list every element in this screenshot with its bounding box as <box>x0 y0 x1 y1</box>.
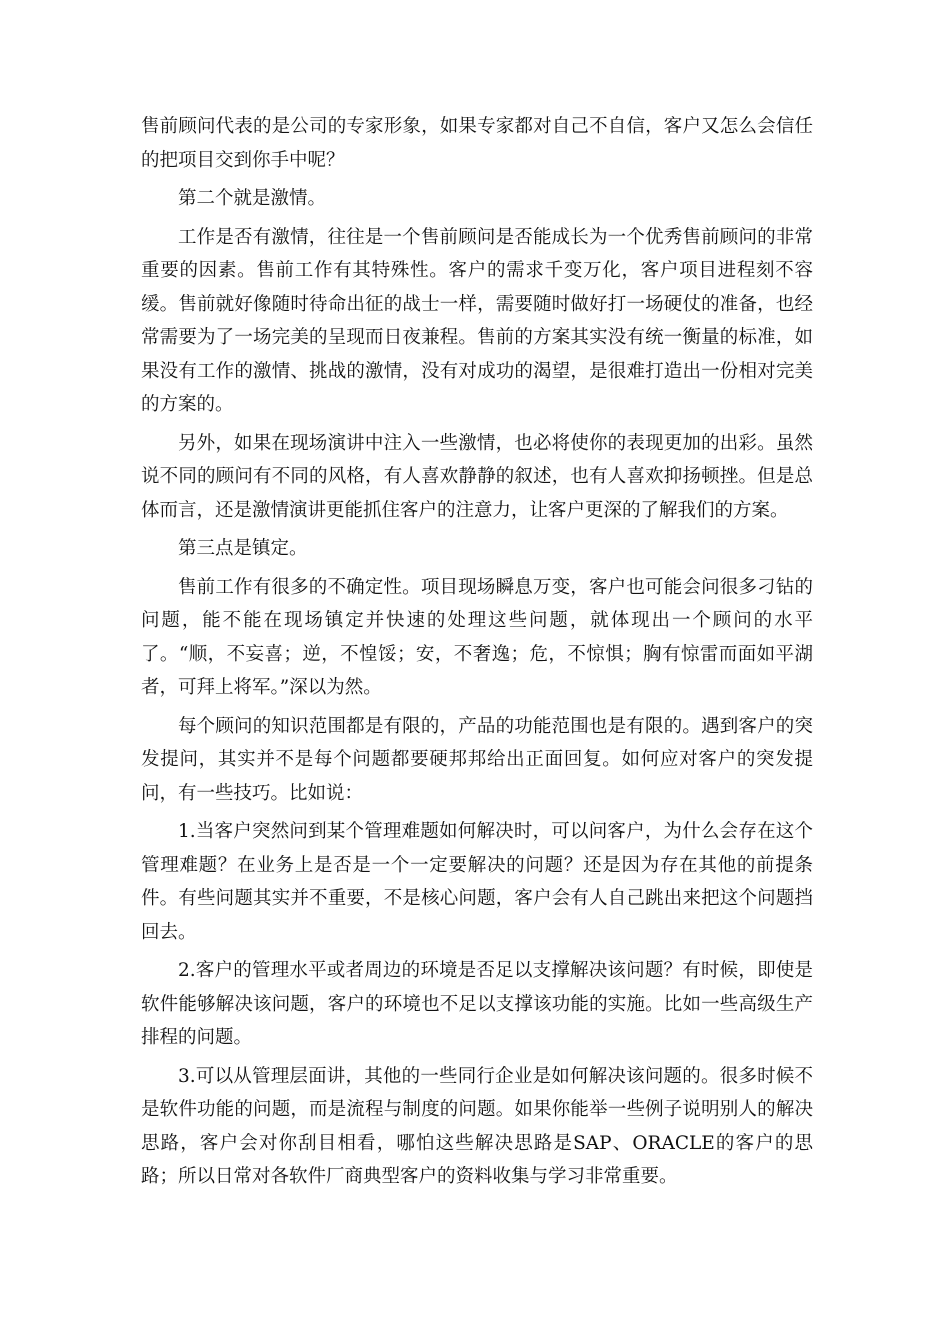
list-item-2: 2.客户的管理水平或者周边的环境是否足以支撑解决该问题？有时候，即使是软件能够解决该问题，客户的环境也不足以支撑该功能的实施。比如一些高级生产排程的问题。 <box>141 960 813 1048</box>
list-item-3: 3.可以从管理层面讲，其他的一些同行企业是如何解决该问题的。很多时候不是软件功能的问题，而是流程与制度的问题。如果你能举一些例子说明别人的解决思路，客户会对你刮目相看，哪怕这些解决思路是SAP、ORACLE的客户的思路；所以日常对各软件厂商典型客户的资料收集与学习非常重要。 <box>141 1065 813 1187</box>
paragraph-knowledge-scope: 每个顾问的知识范围都是有限的，产品的功能范围也是有限的。遇到客户的突发提问，其实并不是每个问题都要硬邦邦给出正面回复。如何应对客户的突发提问，有一些技巧。比如说： <box>141 715 813 804</box>
paragraph-uncertainty: 售前工作有很多的不确定性。项目现场瞬息万变，客户也可能会问很多刁钻的问题，能不能在现场镇定并快速的处理这些问题，就体现出一个顾问的水平了。“顺，不妄喜；逆，不惶馁；安，不奢逸；危，不惊惧；胸有惊雷而面如平湖者，可拜上将军。”深以为然。 <box>141 576 813 698</box>
paragraph-passion: 工作是否有激情，往往是一个售前顾问是否能成长为一个优秀售前顾问的非常重要的因素。售前工作有其特殊性。客户的需求千变万化，客户项目进程刻不容缓。售前就好像随时待命出征的战士一样，需要随时做好打一场硬仗的准备，也经常需要为了一场完美的呈现而日夜兼程。售前的方案其实没有统一衡量的标准，如果没有工作的激情、挑战的激情，没有对成功的渴望，是很难打造出一份相对完美的方案的。 <box>141 226 813 415</box>
document-body <box>141 110 813 1199</box>
heading-third-point: 第三点是镇定。 <box>178 538 308 559</box>
heading-second-point: 第二个就是激情。 <box>178 188 327 209</box>
list-item-1: 1.当客户突然问到某个管理难题如何解决时，可以问客户，为什么会存在这个管理难题？在业务上是否是一个一定要解决的问题？还是因为存在其他的前提条件。有些问题其实并不重要，不是核心问题，客户会有人自己跳出来把这个问题挡回去。 <box>141 821 813 943</box>
paragraph-continued: 售前顾问代表的是公司的专家形象，如果专家都对自己不自信，客户又怎么会信任的把项目交到你手中呢？ <box>141 116 813 171</box>
paragraph-presentation: 另外，如果在现场演讲中注入一些激情，也必将使你的表现更加的出彩。虽然说不同的顾问有不同的风格，有人喜欢静静的叙述，也有人喜欢抑扬顿挫。但是总体而言，还是激情演讲更能抓住客户的注意力，让客户更深的了解我们的方案。 <box>141 432 813 521</box>
